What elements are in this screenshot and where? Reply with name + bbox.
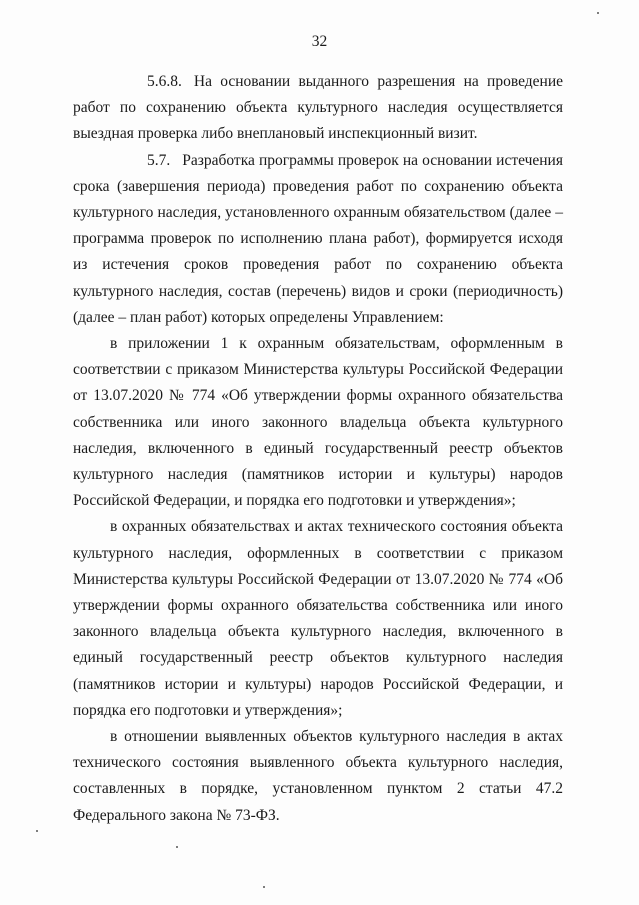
document-body <box>73 69 563 829</box>
scan-speck <box>597 12 599 14</box>
paragraph-5-7 <box>73 148 563 331</box>
paragraph-text: в отношении выявленных объектов культурного наследия в актах технического состояния выявленного объекта культурного наследия, составленных в порядке, установленном пунктом 2 статьи 47.2 Федерального закона № 73-ФЗ. <box>73 728 563 824</box>
list-item-identified-objects <box>73 724 563 829</box>
scan-speck <box>263 886 265 888</box>
paragraph-text: На основании выданного разрешения на проведение работ по сохранению объекта культурного наследия осуществляется выездная проверка либо внеплановый инспекционный визит. <box>73 73 563 143</box>
paragraph-text: в приложении 1 к охранным обязательствам, оформленным в соответствии с приказом Министерства культуры Российской Федерации от 13.07.2020 № 774 «Об утверждении формы охранного обязательства собственника или иного законного владельца объекта культурного наследия, включенного в единый государственный реестр объектов культурного наследия (памятников истории и культуры) народов Российской Федерации, и порядка его подготовки и утверждения»; <box>73 335 563 510</box>
paragraph-text: в охранных обязательствах и актах технического состояния объекта культурного наследия, оформленных в соответствии с приказом Министерства культуры Российской Федерации от 13.07.2020 № 774 «Об утверждении формы охранного обязательства собственника или иного законного владельца объекта культурного наследия, включенного в единый государственный реестр объектов культурного наследия (памятников истории и культуры) народов Российской Федерации, и порядка его подготовки и утверждения»; <box>73 518 563 719</box>
paragraph-number: 5.6.8. <box>147 73 182 90</box>
paragraph-number: 5.7. <box>147 151 171 169</box>
page-number: 32 <box>311 33 328 50</box>
paragraph-5-6-8 <box>73 69 563 148</box>
list-item-appendix <box>73 331 563 514</box>
scan-speck <box>36 830 38 832</box>
list-item-obligations <box>73 514 563 724</box>
scan-speck <box>176 846 178 848</box>
paragraph-text: Разработка программы проверок на основании истечения срока (завершения периода) проведения работ по сохранению объекта культурного наследия, установленного охранным обязательством (далее – программа проверок по исполнению плана работ), формируется исходя из истечения сроков проведения работ по сохранению объекта культурного наследия, состав (перечень) видов и сроки (периодичность) (далее – план работ) которых определены Управлением: <box>73 151 563 326</box>
